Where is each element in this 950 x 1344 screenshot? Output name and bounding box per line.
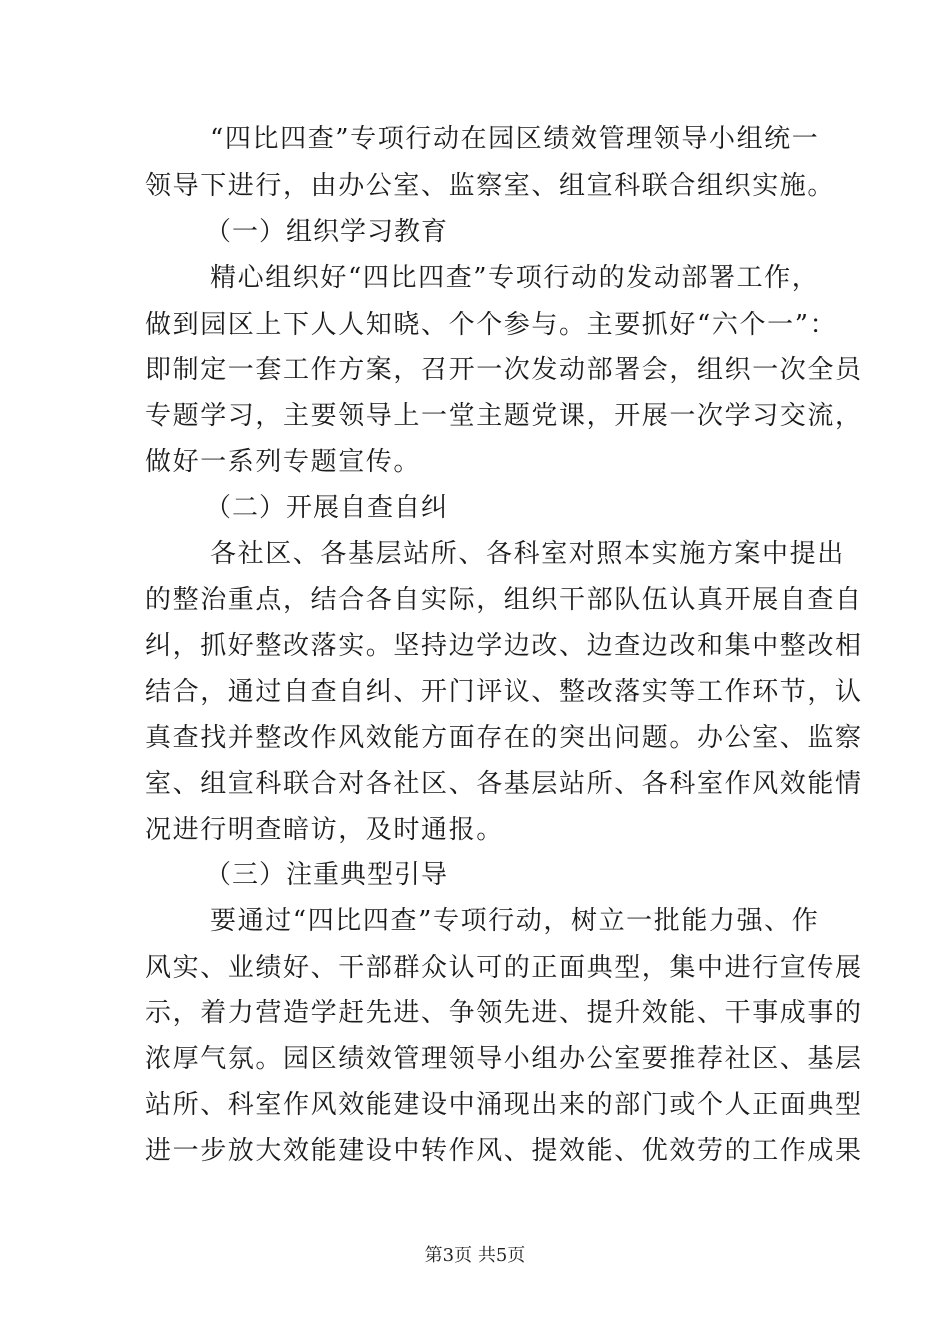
paragraph-line: 做好一系列专题宣传。 — [145, 447, 422, 477]
section-heading-3: （三）注重典型引导 — [205, 860, 449, 890]
paragraph-line: 站所、科室作风效能建设中涌现出来的部门或个人正面典型 — [145, 1090, 863, 1120]
paragraph-line: 做到园区上下人人知晓、个个参与。主要抓好“六个一”： — [145, 310, 838, 340]
paragraph-line: 精心组织好“四比四查”专项行动的发动部署工作， — [210, 263, 820, 293]
paragraph-line: 风实、业绩好、干部群众认可的正面典型，集中进行宣传展 — [145, 953, 863, 983]
paragraph-line: 即制定一套工作方案，召开一次发动部署会，组织一次全员 — [145, 355, 863, 385]
paragraph-line: 各社区、各基层站所、各科室对照本实施方案中提出 — [210, 539, 845, 569]
paragraph-line: 专题学习，主要领导上一堂主题党课，开展一次学习交流， — [145, 401, 863, 431]
paragraph-line: 浓厚气氛。园区绩效管理领导小组办公室要推荐社区、基层 — [145, 1044, 863, 1074]
section-heading-2: （二）开展自查自纠 — [205, 493, 449, 523]
paragraph-line: 进一步放大效能建设中转作风、提效能、优效劳的工作成果 — [145, 1136, 863, 1166]
paragraph-line: 的整治重点，结合各自实际，组织干部队伍认真开展自查自 — [145, 585, 863, 615]
paragraph-line: 要通过“四比四查”专项行动，树立一批能力强、作 — [210, 906, 820, 936]
paragraph-line: 领导下进行，由办公室、监察室、组宣科联合组织实施。 — [145, 171, 836, 201]
paragraph-line: “四比四查”专项行动在园区绩效管理领导小组统一 — [210, 124, 820, 154]
paragraph-line: 示，着力营造学赶先进、争领先进、提升效能、干事成事的 — [145, 998, 863, 1028]
section-heading-1: （一）组织学习教育 — [205, 217, 449, 247]
page-number-footer: 第3页 共5页 — [424, 1245, 526, 1266]
paragraph-line: 况进行明查暗访，及时通报。 — [145, 815, 504, 845]
paragraph-line: 真查找并整改作风效能方面存在的突出问题。办公室、监察 — [145, 723, 863, 753]
paragraph-line: 结合，通过自查自纠、开门评议、整改落实等工作环节，认 — [145, 677, 863, 707]
paragraph-line: 纠，抓好整改落实。坚持边学边改、边查边改和集中整改相 — [145, 631, 863, 661]
paragraph-line: 室、组宣科联合对各社区、各基层站所、各科室作风效能情 — [145, 769, 863, 799]
